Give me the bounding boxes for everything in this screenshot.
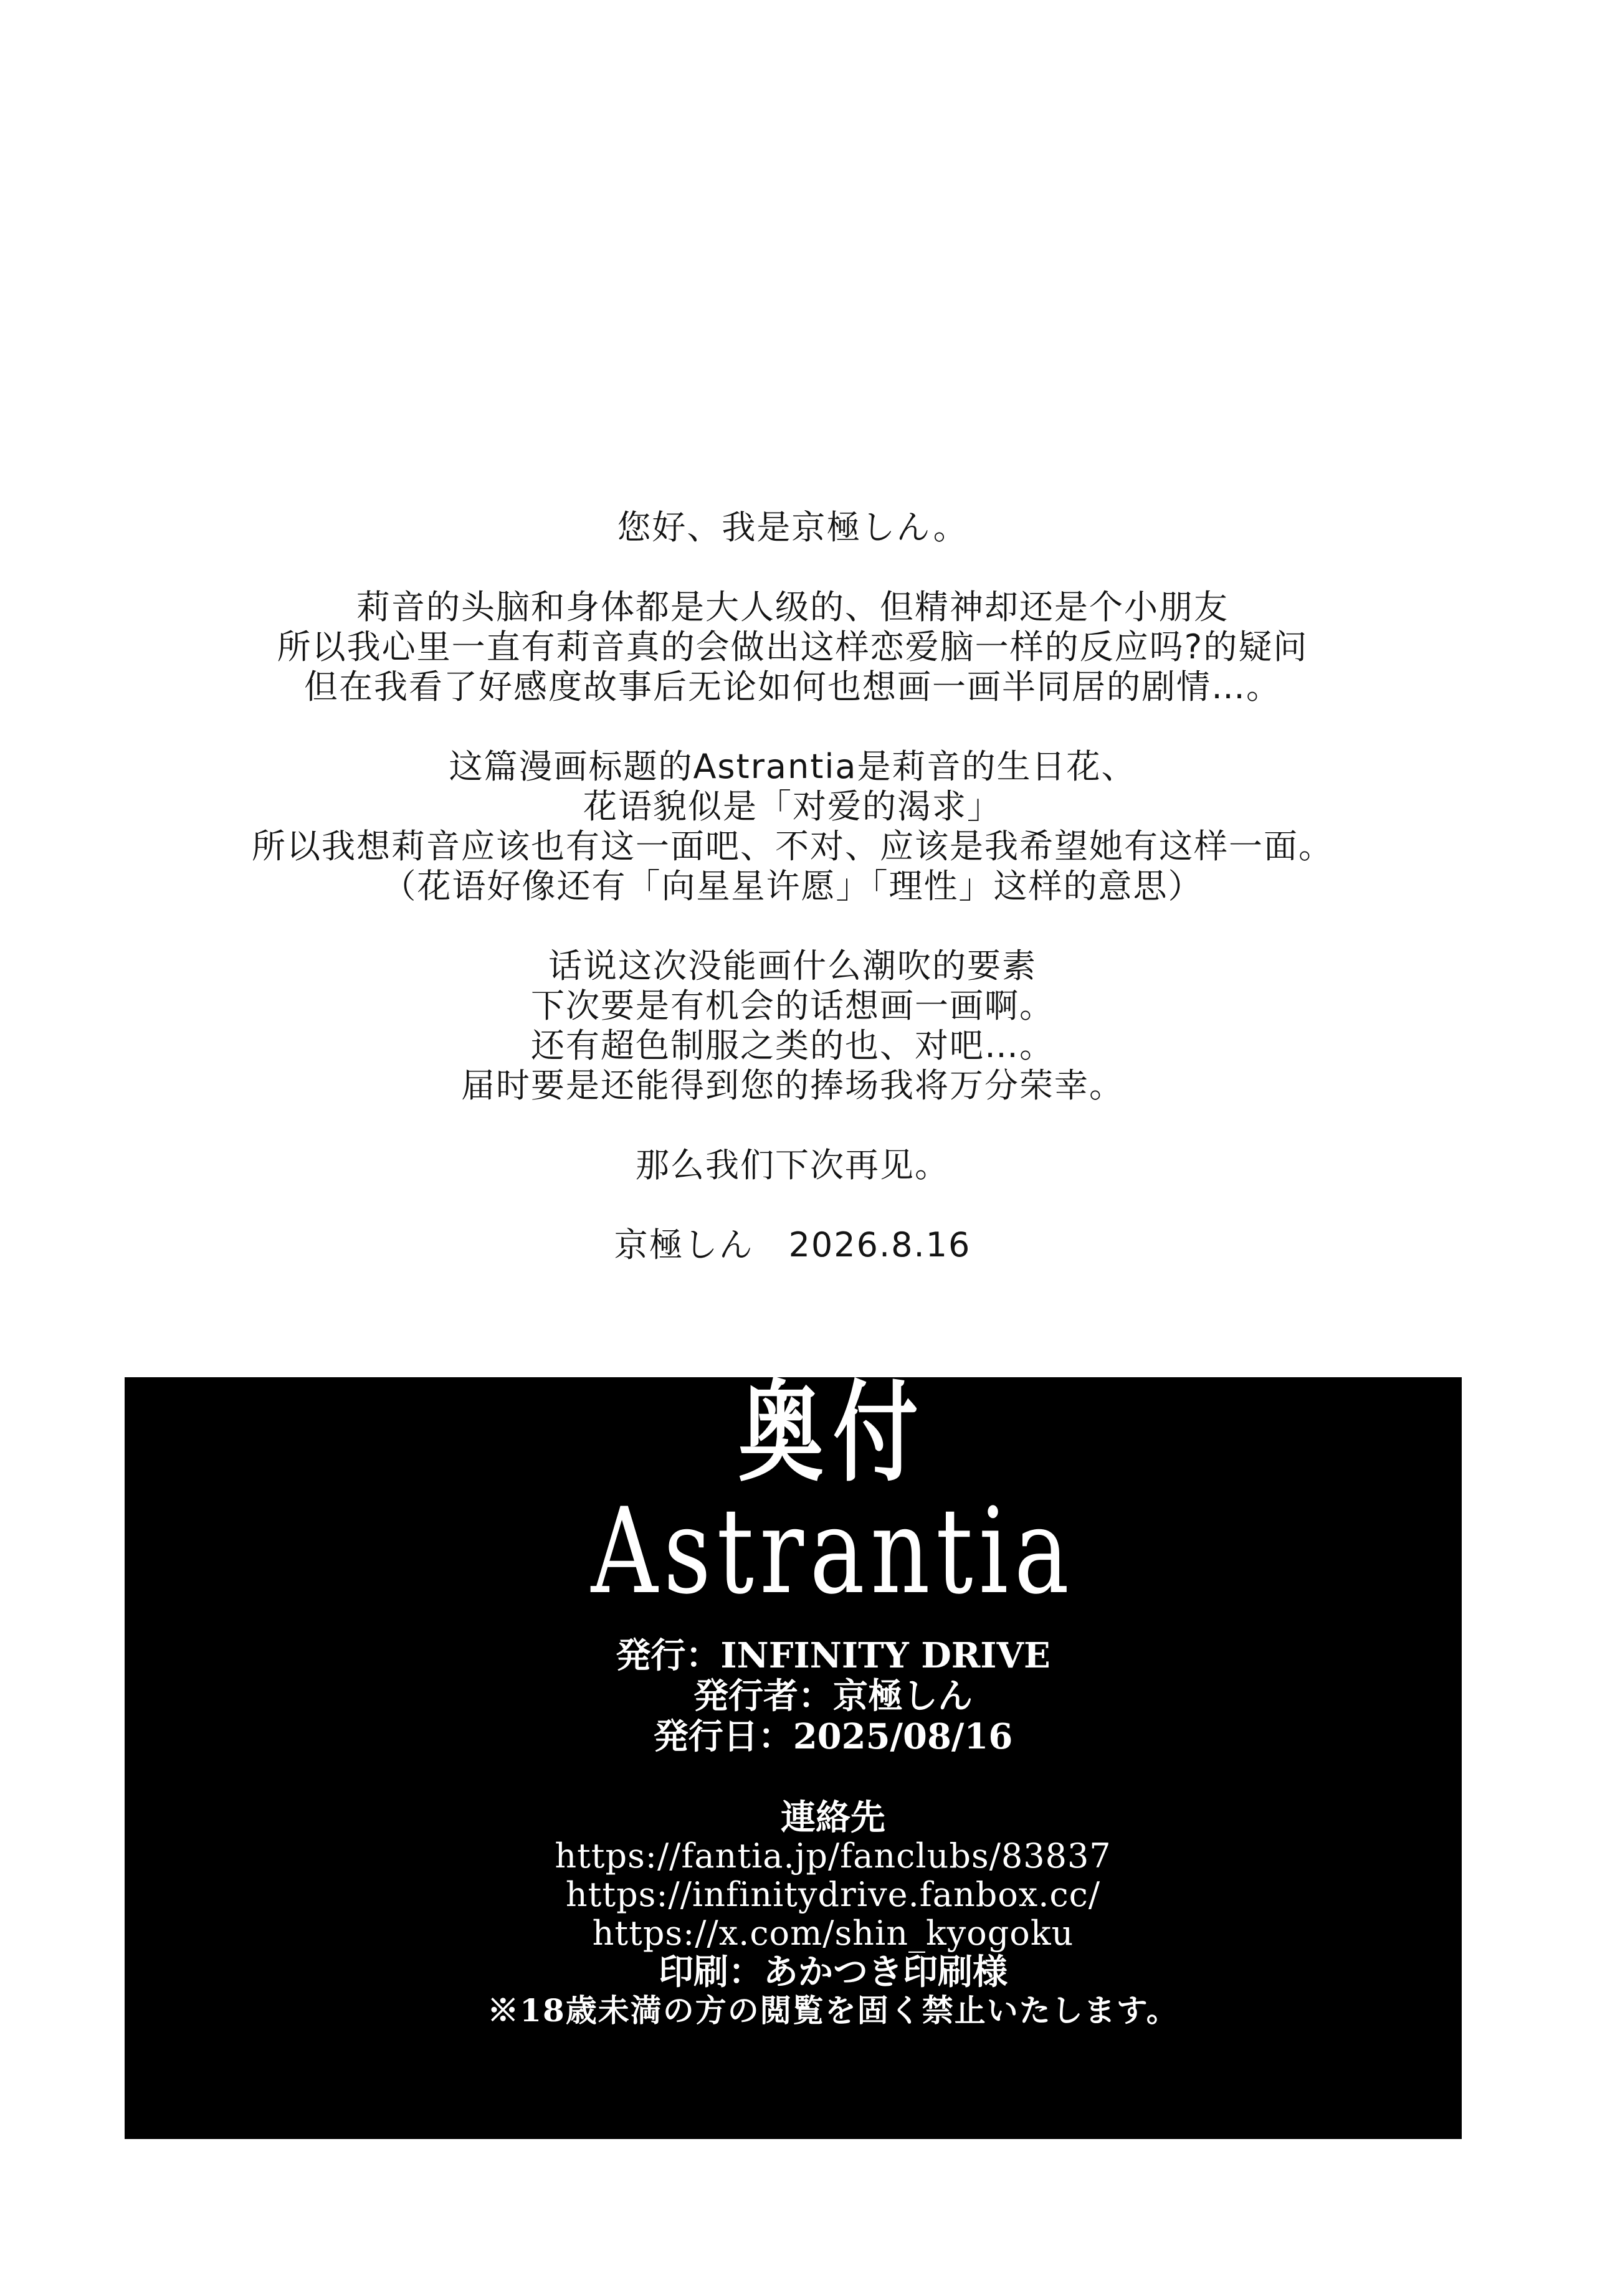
afterword-paragraph-4 xyxy=(0,1146,1585,1185)
publish-date-line: 発行日：2025/08/16 xyxy=(653,1716,1013,1757)
afterword-paragraph-2 xyxy=(0,747,1585,906)
afterword-line: 还有超色制服之类的也、对吧…。 xyxy=(531,1026,1054,1065)
publisher-info xyxy=(204,1636,1462,1757)
colophon-title-text: 奥付 xyxy=(738,1369,928,1497)
colophon-title xyxy=(204,1369,1462,1497)
afterword-line: 所以我想莉音应该也有这一面吧、不对、应该是我希望她有这样一面。 xyxy=(252,827,1333,866)
afterword-signature-block xyxy=(0,1225,1585,1265)
afterword-greeting: 您好、我是京極しん。 xyxy=(617,508,968,547)
afterword-line: 下次要是有机会的话想画一画啊。 xyxy=(531,986,1054,1025)
publisher-person-line: 発行者：京極しん xyxy=(693,1676,973,1717)
afterword-line: 这篇漫画标题的Astrantia是莉音的生日花、 xyxy=(449,747,1136,786)
afterword-line: 所以我心里一直有莉音真的会做出这样恋爱脑一样的反应吗?的疑问 xyxy=(277,627,1308,667)
book-title-text: Astrantia xyxy=(591,1482,1075,1620)
printer-line: 印刷：あかつき印刷様 xyxy=(659,1952,1008,1993)
afterword-line: 但在我看了好感度故事后无论如何也想画一画半同居的剧情…。 xyxy=(304,667,1281,706)
colophon-box xyxy=(125,1369,1462,2139)
afterword-paragraph-3 xyxy=(0,946,1585,1106)
afterword-line: （花语好像还有「向星星许愿」「理性」这样的意思） xyxy=(382,866,1203,906)
afterword-section xyxy=(0,508,1585,1265)
contact-header: 連絡先 xyxy=(781,1797,885,1838)
afterword-paragraph-1 xyxy=(0,587,1585,707)
afterword-signature: 京極しん 2026.8.16 xyxy=(614,1225,971,1264)
afterword-closing-line: 那么我们下次再见。 xyxy=(636,1146,950,1185)
contact-url-x: https://x.com/shin_kyogoku xyxy=(592,1914,1074,1953)
contact-url-fanbox: https://infinitydrive.fanbox.cc/ xyxy=(565,1875,1101,1914)
afterword-line: 届时要是还能得到您的捧场我将万分荣幸。 xyxy=(461,1066,1124,1105)
afterword-line: 莉音的头脑和身体都是大人级的、但精神却还是个小朋友 xyxy=(356,587,1229,627)
publisher-line: 発行：INFINITY DRIVE xyxy=(616,1635,1051,1676)
afterword-line: 话说这次没能画什么潮吹的要素 xyxy=(548,946,1037,985)
contact-info xyxy=(204,1798,1462,1991)
contact-url-fantia: https://fantia.jp/fanclubs/83837 xyxy=(555,1836,1112,1876)
age-warning: ※18歳未満の方の閲覧を固く禁止いたします。 xyxy=(487,1992,1179,2029)
afterword-line: 花语貌似是「对爱的渴求」 xyxy=(583,787,1002,826)
book-title xyxy=(204,1482,1462,1620)
